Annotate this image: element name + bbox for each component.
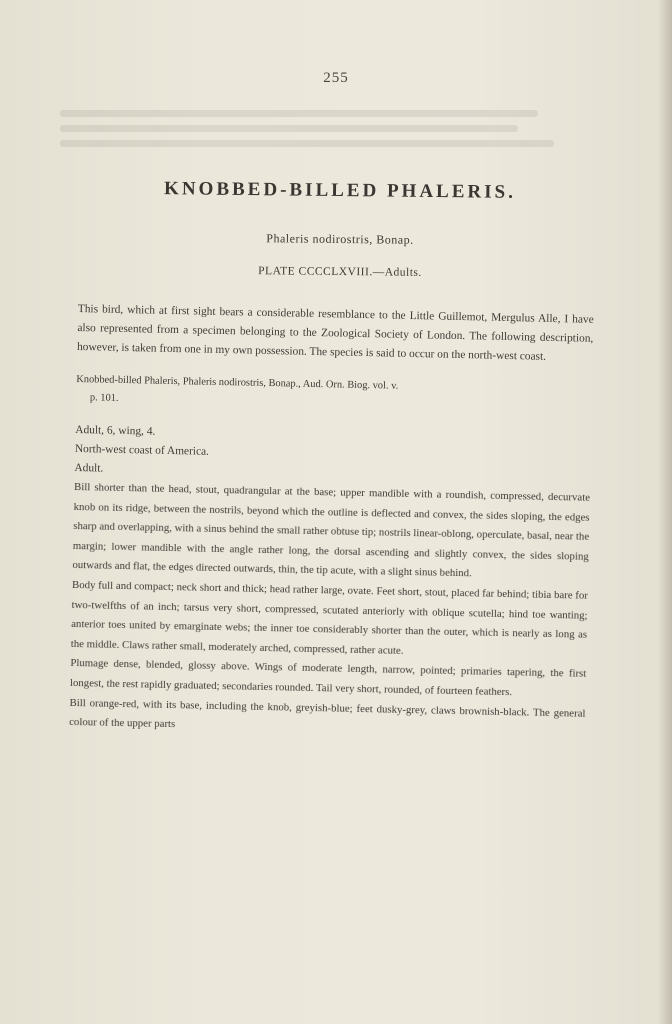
bill-description: Bill shorter than the head, stout, quadrangular at the base; upper mandible with a roundish, compressed, decurvate knob on its ridge, between the nostrils, beyond which the outline is deflected and convex, the sides sloping, the edges sharp and overlapping, with a sinus behind the small rather obtuse tip; nostrils linear-oblong, operculate, basal, near the margin; lower mandible with the angle rather long, the dorsal ascending and slightly convex, the sides sloping outwards and flat, the edges directed outwards, thin, the tip acute, with a slight sinus behind. xyxy=(72,480,591,580)
body-text xyxy=(69,300,594,743)
colour-description: Bill orange-red, with its base, including the knob, greyish-blue; feet dusky-grey, claws brownish-black. The general colour of the upper parts xyxy=(69,696,586,731)
plumage-description: Plumage dense, blended, glossy above. Wings of moderate length, narrow, pointed; primaries tapering, the first longest, the rest rapidly graduated; secondaries rounded. Tail very short, rounded, of fourteen feathers. xyxy=(69,657,587,699)
stage-line: Adult. xyxy=(74,461,104,475)
range-line: North-west coast of America. xyxy=(74,442,210,458)
page-number: 255 xyxy=(323,70,349,86)
intro-paragraph: This bird, which at first sight bears a considerable resemblance to the Little Guillemot, Mergulus Alle, I have also represented from a specimen belonging to the Zoological Society of London. The following description, however, is taken from one in my own possession. The species is said to occur on the north-west coast. xyxy=(76,302,594,363)
description-block xyxy=(69,478,590,743)
measurement-line: Adult, 6, wing, 4. xyxy=(75,423,156,438)
synonymy-entry xyxy=(76,371,593,418)
show-through-text xyxy=(60,110,580,170)
plate-caption: PLATE CCCCLXVIII.—Adults. xyxy=(258,265,422,279)
page-title: KNOBBED-BILLED PHALERIS. xyxy=(163,178,516,203)
synonymy-text: Knobbed-billed Phaleris, Phaleris nodirostris, Bonap., Aud. Orn. Biog. vol. v. xyxy=(76,373,399,392)
synonymy-continuation: p. 101. xyxy=(89,392,119,404)
body-description: Body full and compact; neck short and thick; head rather large, ovate. Feet short, stout, placed far behind; tibia bare for two-twelfths of an inch; tarsus very short, compressed, scutated anteriorly with oblique scutella; hind toe wanting; anterior toes united by emarginate webs; the inner toe considerably shorter than the outer, which is nearly as long as the middle. Claws rather small, moderately arched, compressed, rather acute. xyxy=(70,578,589,657)
latin-name: Phaleris nodirostris, Bonap. xyxy=(266,231,414,247)
